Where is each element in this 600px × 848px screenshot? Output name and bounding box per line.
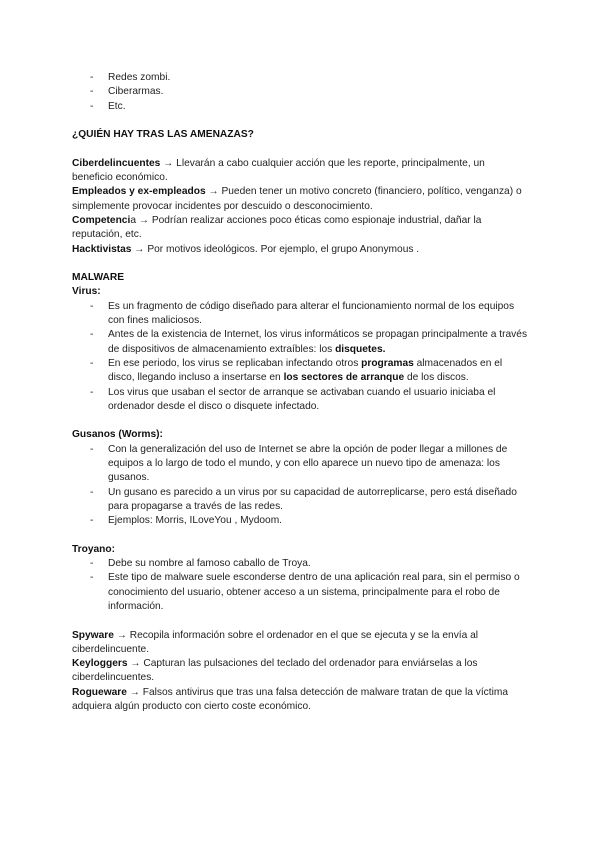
list-item: - Este tipo de malware suele esconderse dentro de una aplicación real para, sin el permiso o conocimiento del usuario, obtener acceso a un sistema, principalmente para el robo de información.: [72, 571, 528, 614]
list-item: - Debe su nombre al famoso caballo de Troya.: [72, 557, 528, 571]
document-content: [72, 71, 528, 714]
list-item: - Un gusano es parecido a un virus por su capacidad de autorreplicarse, pero está diseñado para propagarse a través de las redes.: [72, 486, 528, 515]
intro-list: [72, 71, 528, 114]
virus-list: [72, 300, 528, 414]
list-item: - En ese periodo, los virus se replicaban infectando otros programas almacenados en el disco, llegando incluso a insertarse en los sectores de arranque de los discos.: [72, 357, 528, 386]
troyano-list: [72, 557, 528, 614]
malware-keyloggers: Keyloggers → Capturan las pulsaciones del teclado del ordenador para enviárselas a los ciberdelincuentes.: [72, 658, 478, 684]
malware-rogueware: Rogueware → Falsos antivirus que tras una falsa detección de malware tratan de que la víctima adquiera algún producto con cierto coste económico.: [72, 686, 509, 713]
list-item: - Etc.: [72, 100, 528, 114]
list-item: - Redes zombi.: [72, 71, 528, 85]
malware-heading: MALWARE: [72, 272, 125, 284]
troyano-title: Troyano:: [72, 543, 116, 555]
threat-ciberdelincuentes: Ciberdelincuentes → Llevarán a cabo cualquier acción que les reporte, principalmente, un beneficio económico.: [72, 157, 485, 184]
list-item: - Es un fragmento de código diseñado para alterar el funcionamiento normal de los equipos con fines maliciosos.: [72, 300, 528, 329]
list-item: - Los virus que usaban el sector de arranque se activaban cuando el usuario iniciaba el ordenador desde el disco o disquete infectado.: [72, 386, 528, 415]
virus-title: Virus:: [72, 286, 101, 298]
threat-competencia: Competencia → Podrían realizar acciones poco éticas como espionaje industrial, dañar la reputación, etc.: [72, 214, 482, 241]
threats-heading: ¿QUIÉN HAY TRAS LAS AMENAZAS?: [72, 129, 254, 141]
threat-empleados: Empleados y ex-empleados → Pueden tener un motivo concreto (financiero, político, venganza) o simplemente provocar incidentes por descuido o desconocimiento.: [72, 186, 522, 212]
list-item: - Ejemplos: Morris, ILoveYou , Mydoom.: [72, 514, 528, 528]
gusanos-list: [72, 443, 528, 529]
gusanos-title: Gusanos (Worms):: [72, 429, 163, 441]
threat-hacktivistas: Hacktivistas → Por motivos ideológicos. Por ejemplo, el grupo Anonymous .: [72, 243, 420, 255]
malware-spyware: Spyware → Recopila información sobre el ordenador en el que se ejecuta y se la envía al ciberdelincuente.: [72, 629, 479, 655]
list-item: - Ciberarmas.: [72, 85, 528, 99]
list-item: - Con la generalización del uso de Internet se abre la opción de poder llegar a millones de equipos a lo largo de todo el mundo, y con ello aparece un nuevo tipo de amenaza: los gusanos.: [72, 443, 528, 486]
list-item: - Antes de la existencia de Internet, los virus informáticos se propagan principalmente a través de dispositivos de almacenamiento extraíbles: los disquetes.: [72, 328, 528, 357]
